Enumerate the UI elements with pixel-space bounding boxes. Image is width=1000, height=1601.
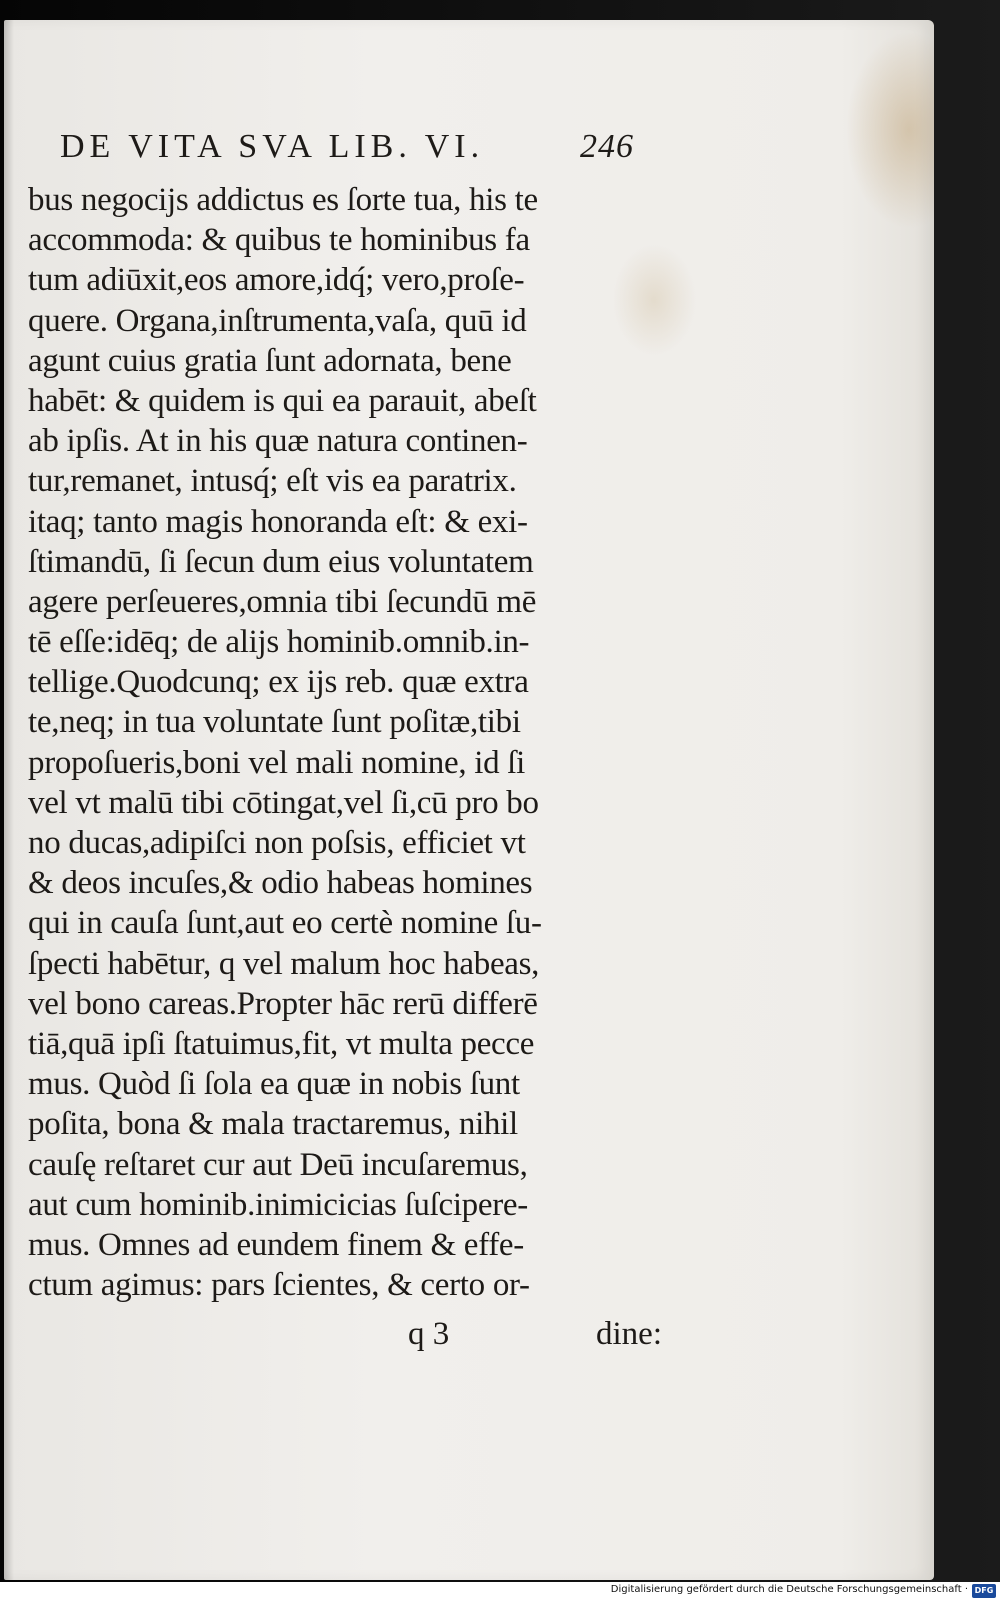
text-line: mus. Omnes ad eundem finem & effe- [28, 1226, 524, 1263]
text-line: tē eſſe:idēq; de alijs hominib.omnib.in- [28, 624, 530, 661]
dfg-logo: DFG [972, 1584, 996, 1598]
signature-line [28, 1316, 668, 1360]
text-line: ſpecti habētur, q vel malum hoc habeas, [28, 945, 540, 982]
text-line: tum adiūxit,eos amore,idq́; vero,proſe- [28, 262, 525, 299]
digitization-footer [0, 1582, 1000, 1601]
catchword: dine: [596, 1316, 662, 1352]
text-line: vel vt malū tibi cōtingat,vel ſi,cū pro bo [28, 784, 539, 821]
binding-shadow [4, 20, 14, 1580]
text-line: qui in cauſa ſunt,aut eo certè nomine ſu- [28, 905, 542, 942]
text-line: tur,remanet, intusq́; eſt vis ea paratrix. [28, 463, 517, 500]
text-line: cauſę reſtaret cur aut Deū incuſaremus, [28, 1146, 528, 1183]
text-line: te,neq; in tua voluntate ſunt poſitæ,tibi [28, 704, 521, 741]
text-line: & deos incuſes,& odio habeas homines [28, 865, 533, 902]
text-line: ab ipſis. At in his quæ natura continen- [28, 423, 528, 460]
text-line: no ducas,adipiſci non poſsis, efficiet vt [28, 825, 526, 861]
signature-mark: q 3 [408, 1316, 450, 1352]
text-line: tellige.Quodcunq; ex ijs reb. quæ extra [28, 664, 529, 701]
text-line: bus negocijs addictus es ſorte tua, his te [28, 182, 538, 218]
text-line: aut cum hominib.inimicicias ſuſcipere- [28, 1186, 528, 1223]
text-line: accommoda: & quibus te hominibus fa [28, 222, 530, 259]
text-line: mus. Quòd ſi ſola ea quæ in nobis ſunt [28, 1066, 520, 1103]
text-line: poſita, bona & mala tractaremus, nihil [28, 1106, 518, 1143]
text-line: vel bono careas.Propter hāc rerū differē [28, 985, 538, 1022]
text-line: agunt cuius gratia ſunt adornata, bene [28, 342, 512, 379]
running-head: DE VITA SVA LIB. VI. [60, 128, 485, 165]
text-line: ctum agimus: pars ſcientes, & certo or- [28, 1267, 530, 1304]
footer-credit: Digitalisierung gefördert durch die Deutsche Forschungsgemeinschaft · [610, 1584, 968, 1595]
book-page [4, 20, 934, 1580]
page-number: 246 [580, 128, 634, 165]
text-line: agere perſeueres,omnia tibi ſecundū mē [28, 583, 537, 620]
text-line: ſtimandū, ſi ſecun dum eius voluntatem [28, 543, 534, 580]
text-line: tiā,quā ipſi ſtatuimus,fit, vt multa pecce [28, 1025, 535, 1062]
text-line: itaq; tanto magis honoranda eſt: & exi- [28, 503, 528, 540]
text-line: quere. Organa,inſtrumenta,vaſa, quū id [28, 302, 527, 339]
text-line: propoſueris,boni vel mali nomine, id ſi [28, 744, 525, 781]
text-line: habēt: & quidem is qui ea parauit, abeſt [28, 382, 537, 419]
body-text [28, 180, 668, 1305]
